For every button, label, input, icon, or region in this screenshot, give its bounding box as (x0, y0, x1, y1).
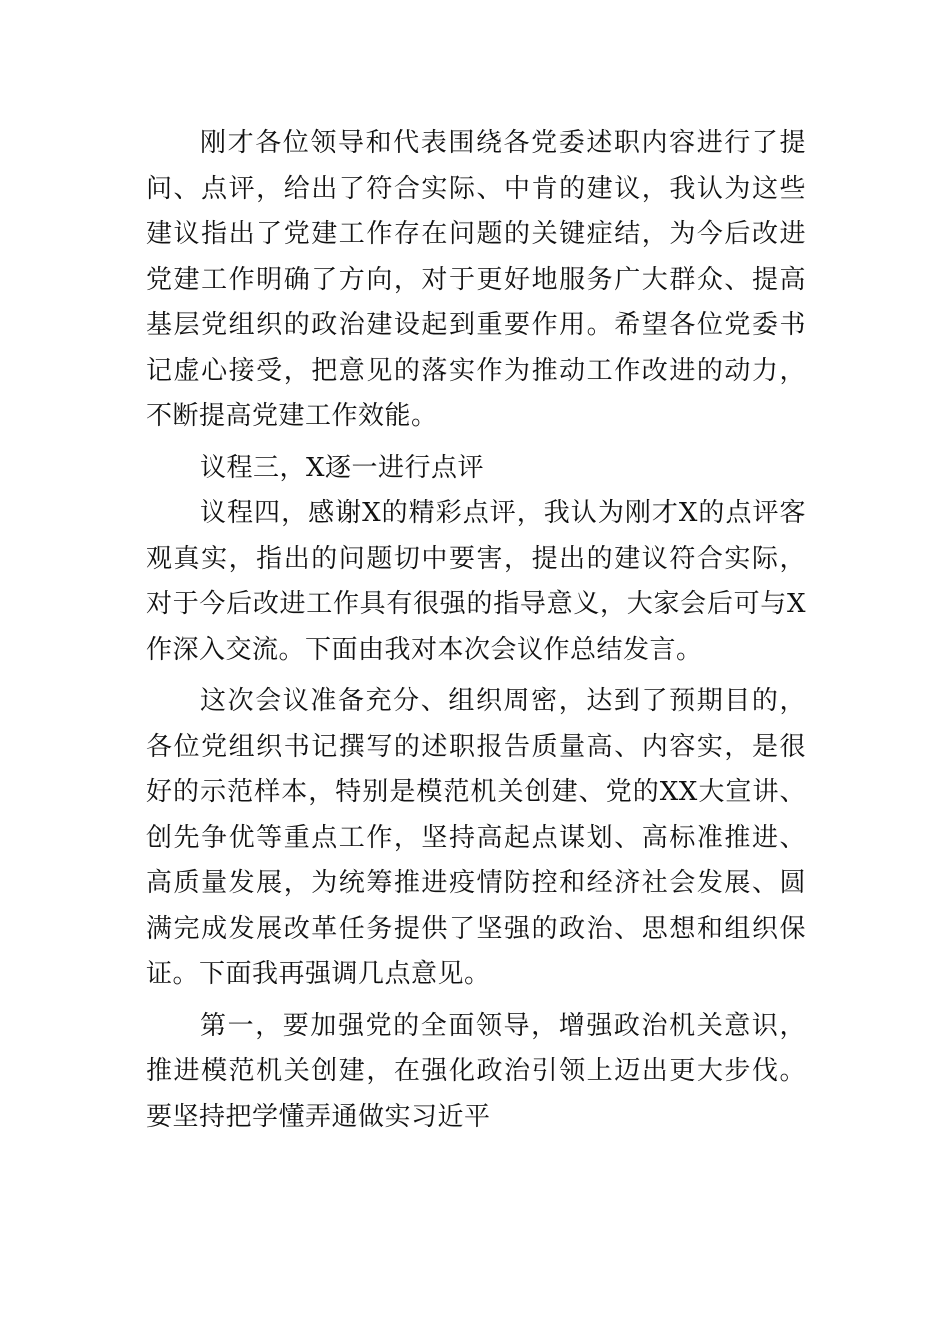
paragraph-first-point: 第一，要加强党的全面领导，增强政治机关意识，推进模范机关创建，在强化政治引领上迈出更大步伐。要坚持把学懂弄通做实习近平 (146, 1010, 806, 1132)
paragraph-meeting-summary: 这次会议准备充分、组织周密，达到了预期目的，各位党组织书记撰写的述职报告质量高、内容实，是很好的示范样本，特别是模范机关创建、党的XX大宣讲、创先争优等重点工作，坚持高起点谋划、高标准推进、高质量发展，为统筹推进疫情防控和经济社会发展、圆满完成发展改革任务提供了坚强的政治、思想和组织保证。下面我再强调几点意见。 (146, 686, 806, 989)
paragraph-comments: 刚才各位领导和代表围绕各党委述职内容进行了提问、点评，给出了符合实际、中肯的建议，我认为这些建议指出了党建工作存在问题的关键症结，为今后改进党建工作明确了方向，对于更好地服务广大群众、提高基层党组织的政治建设起到重要作用。希望各位党委书记虚心接受，把意见的落实作为推动工作改进的动力，不断提高党建工作效能。 (146, 128, 806, 431)
paragraph-agenda-three: 议程三，X逐一进行点评 (200, 452, 485, 483)
paragraph-agenda-four: 议程四，感谢X的精彩点评，我认为刚才X的点评客观真实，指出的问题切中要害，提出的建议符合实际，对于今后改进工作具有很强的指导意义，大家会后可与X作深入交流。下面由我对本次会议作总结发言。 (146, 498, 806, 665)
document-body (146, 121, 806, 1140)
